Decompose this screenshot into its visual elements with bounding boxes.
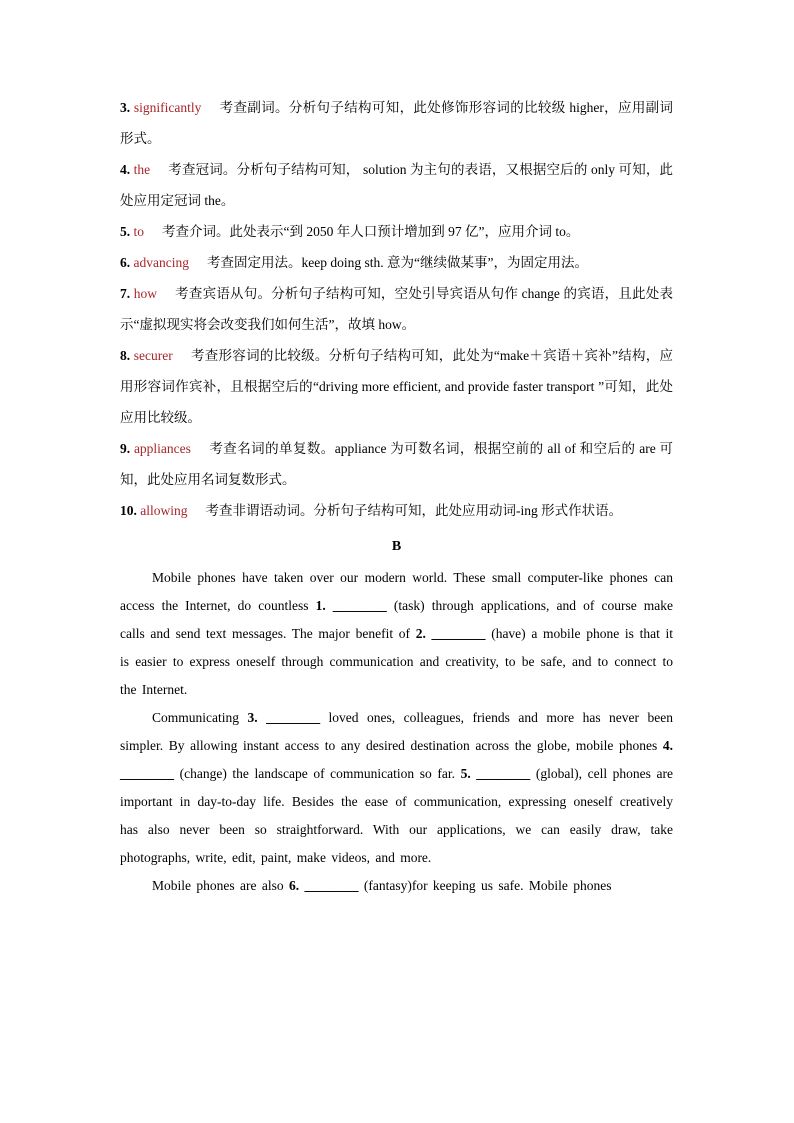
blank-4: 4. ________ <box>120 738 673 781</box>
answer-explanation: 考查形容词的比较级。分析句子结构可知，此处为“make＋宾语＋宾补”结构，应用形容词作宾补，且根据空后的“driving more efficient, and provide faster transport ”可知，此处应用比较级。 <box>120 348 673 425</box>
answer-item <box>120 216 673 247</box>
answer-explanation: 考查副词。分析句子结构可知，此处修饰形容词的比较级 higher，应用副词形式。 <box>120 100 673 146</box>
answer-list <box>120 92 673 526</box>
answer-explanation: 考查名词的单复数。appliance 为可数名词，根据空前的 all of 和空后的 are 可知，此处应用名词复数形式。 <box>120 441 674 487</box>
blank-6: 6. ________ <box>288 878 359 893</box>
answer-number: 5. <box>120 224 131 239</box>
answer-word: allowing <box>140 503 188 518</box>
answer-explanation: 考查宾语从句。分析句子结构可知，空处引导宾语从句作 change 的宾语，且此处表示“虚拟现实将会改变我们如何生活”，故填 how。 <box>120 286 673 332</box>
passage-text: (fantasy)for keeping us safe. Mobile phones <box>358 878 612 893</box>
answer-number: 6. <box>120 255 131 270</box>
blank-3: 3. ________ <box>247 710 321 725</box>
answer-number: 10. <box>120 503 137 518</box>
blank-5: 5. ________ <box>460 766 531 781</box>
blank-2: 2. ________ <box>415 626 486 641</box>
answer-item <box>120 278 673 340</box>
answer-number: 8. <box>120 348 131 363</box>
answer-explanation: 考查介词。此处表示“到 2050 年人口预计增加到 97 亿”，应用介词 to。 <box>162 224 580 239</box>
answer-item <box>120 340 673 433</box>
answer-word: the <box>133 162 151 177</box>
passage-text: Communicating <box>152 710 248 725</box>
passage <box>120 564 673 900</box>
passage-text: (have) a mobile phone is that it is easier to express oneself through communication and creativity, to be safe, and to connect to the Internet. <box>120 626 674 697</box>
answer-number: 7. <box>120 286 131 301</box>
answer-explanation: 考查非谓语动词。分析句子结构可知，此处应用动词-ing 形式作状语。 <box>205 503 623 518</box>
passage-text: (task) through applications, and of course make calls and send text messages. The major benefit of <box>120 598 674 641</box>
answer-item <box>120 433 673 495</box>
answer-word: securer <box>133 348 173 363</box>
answer-item <box>120 154 673 216</box>
answer-word: to <box>133 224 145 239</box>
passage-text: (change) the landscape of communication so far. <box>174 766 461 781</box>
passage-text: (global), cell phones are important in day-to-day life. Besides the ease of communication, expressing oneself creatively has also never been so straightforward. With our applications, we can easily draw, take photographs, write, edit, paint, make videos, and more. <box>120 766 674 865</box>
answer-number: 4. <box>120 162 131 177</box>
answer-number: 3. <box>120 100 131 115</box>
answer-number: 9. <box>120 441 131 456</box>
answer-word: significantly <box>133 100 202 115</box>
page-content <box>120 92 673 900</box>
passage-text: loved ones, colleagues, friends and more has never been simpler. By allowing instant access to any desired destination across the globe, mobile phones <box>120 710 673 753</box>
passage-paragraph <box>120 872 673 900</box>
passage-paragraph <box>120 564 673 704</box>
answer-explanation: 考查冠词。分析句子结构可知， solution 为主句的表语，又根据空后的 only 可知，此处应用定冠词 the。 <box>120 162 673 208</box>
passage-text: Mobile phones are also <box>152 878 289 893</box>
answer-word: how <box>133 286 157 301</box>
answer-explanation: 考查固定用法。keep doing sth. 意为“继续做某事”，为固定用法。 <box>206 255 588 270</box>
answer-item <box>120 92 673 154</box>
answer-word: advancing <box>133 255 189 270</box>
passage-paragraph <box>120 704 673 872</box>
passage-text: Mobile phones have taken over our modern world. These small computer-like phones can access the Internet, do countless <box>120 570 673 613</box>
answer-item <box>120 247 673 278</box>
blank-1: 1. ________ <box>315 598 387 613</box>
answer-item <box>120 495 673 526</box>
section-title: B <box>391 539 402 554</box>
answer-word: appliances <box>133 441 191 456</box>
